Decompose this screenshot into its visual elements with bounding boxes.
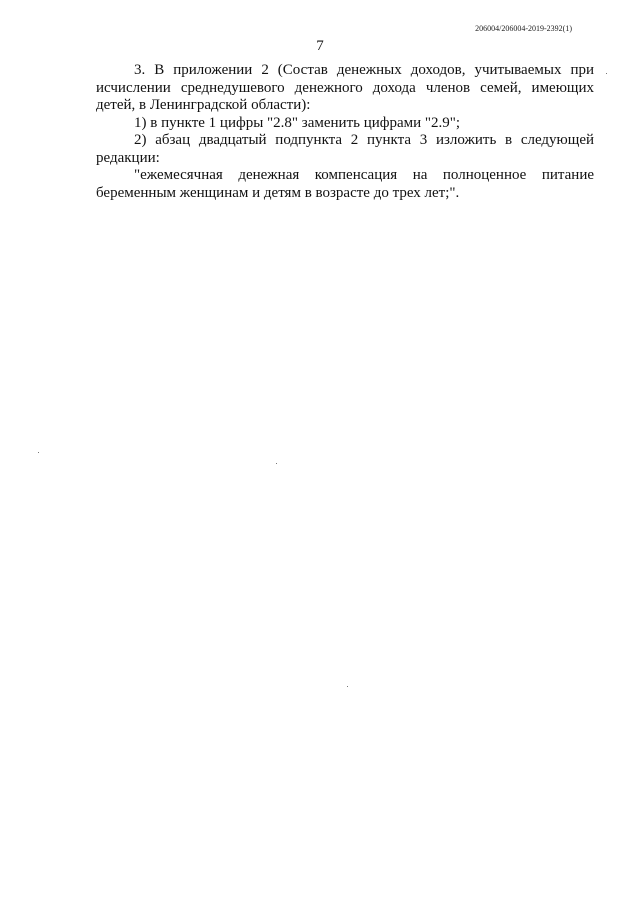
document-id: 206004/206004-2019-2392(1) xyxy=(475,24,572,33)
document-body xyxy=(96,62,594,202)
scan-speck xyxy=(38,452,39,453)
scan-speck xyxy=(606,73,607,74)
scan-speck xyxy=(347,686,348,687)
scan-speck xyxy=(276,463,277,464)
page-number: 7 xyxy=(316,38,324,54)
paragraph-appendix-2: 3. В приложении 2 (Состав денежных доходов, учитываемых при исчислении среднедушевого денежного дохода членов семей, имеющих детей, в Ленинградской области): xyxy=(96,62,594,113)
paragraph-quoted-text: "ежемесячная денежная компенсация на полноценное питание беременным женщинам и детям в возрасте до трех лет;". xyxy=(96,167,594,201)
paragraph-item-1: 1) в пункте 1 цифры "2.8" заменить цифрами "2.9"; xyxy=(134,114,461,131)
paragraph-item-2: 2) абзац двадцатый подпункта 2 пункта 3 изложить в следующей редакции: xyxy=(96,132,594,166)
